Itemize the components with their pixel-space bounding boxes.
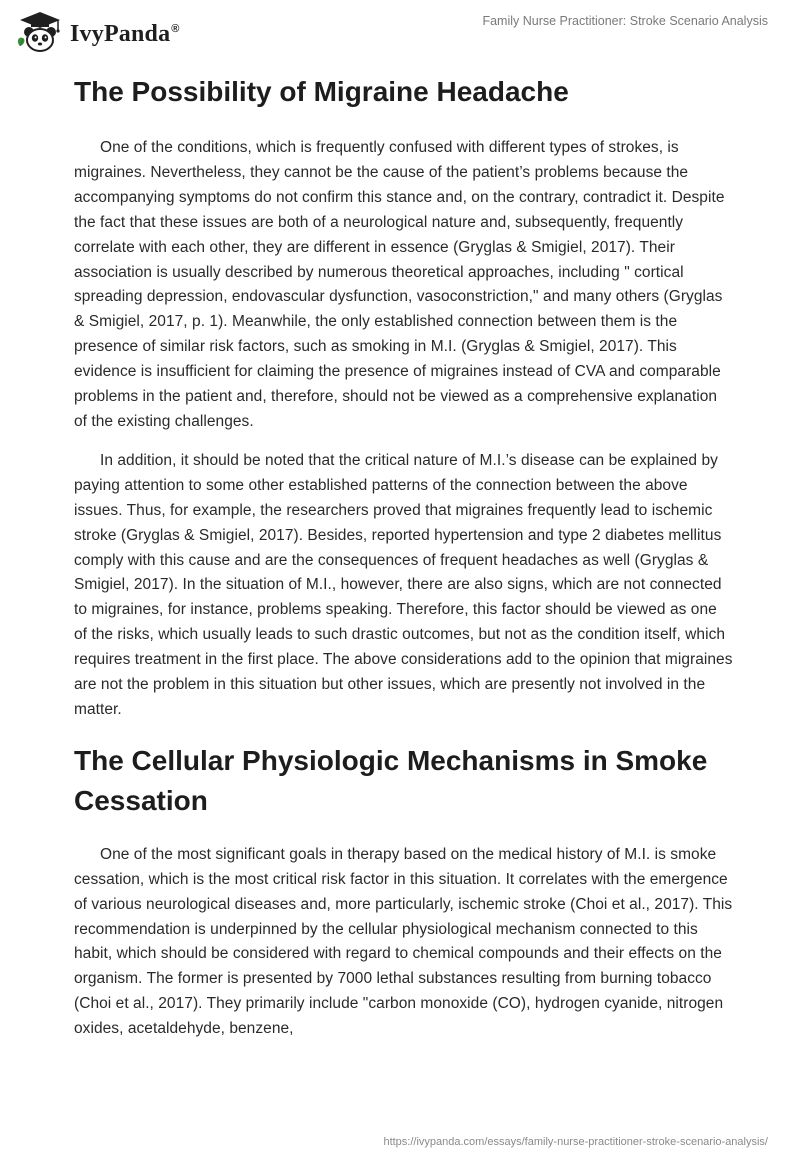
section-heading: The Possibility of Migraine Headache	[74, 76, 569, 107]
source-url[interactable]: https://ivypanda.com/essays/family-nurse-practitioner-stroke-scenario-analysis/	[383, 1136, 768, 1148]
paragraph: One of the conditions, which is frequently confused with different types of strokes, is migraines. Nevertheless, they cannot be the cause of the patient’s problems because the accompanying symptoms do not confirm this stance and, on the contrary, contradict it. Despite the fact that these issues are both of a neurological nature and, subsequently, frequently correlate with each other, they are different in essence (Gryglas & Smigiel, 2017). Their association is usually described by numerous theoretical approaches, including " cortical spreading depression, endovascular dysfunction, vasoconstriction," and many others (Gryglas & Smigiel, 2017, p. 1). Meanwhile, the only established connection between them is the presence of similar risk factors, such as smoking in M.I. (Gryglas & Smigiel, 2017). This evidence is insufficient for claiming the presence of migraines instead of CVA and comparable problems in the patient and, therefore, should not be viewed as a comprehensive explanation of the existing challenges.	[74, 139, 725, 430]
ivypanda-logo[interactable]	[14, 8, 180, 54]
page-header	[0, 0, 800, 60]
paragraph: One of the most significant goals in therapy based on the medical history of M.I. is smoke cessation, which is the most critical risk factor in this situation. It correlates with the emergence of various neurological diseases and, more particularly, ischemic stroke (Choi et al., 2017). This recommendation is underpinned by the cellular physiological mechanism connected to this habit, which should be considered with regard to chemical compounds and their effects on the organism. The former is presented by 7000 lethal substances resulting from burning tobacco (Choi et al., 2017). They primarily include "carbon monoxide (CO), hydrogen cyanide, nitrogen oxides, acetaldehyde, benzene,	[74, 845, 733, 1038]
paragraph: In addition, it should be noted that the critical nature of M.I.’s disease can be explained by paying attention to some other established patterns of the connection between the above issues. Thus, for example, the researchers proved that migraines frequently lead to ischemic stroke (Gryglas & Smigiel, 2017). Besides, reported hypertension and type 2 diabetes mellitus comply with this cause and are the consequences of frequent headaches as well (Gryglas & Smigiel, 2017). In the situation of M.I., however, there are also signs, which are not connected to migraines, for instance, problems speaking. Therefore, this factor should be viewed as one of the risks, which usually leads to such drastic outcomes, but not as the condition itself, which requires treatment in the first place. The above considerations add to the opinion that migraines are not the problem in this situation but other issues, which are presently not involved in the matter.	[74, 451, 733, 718]
essay-content	[74, 62, 734, 1056]
section-heading: The Cellular Physiologic Mechanisms in Smoke Cessation	[74, 744, 708, 816]
panda-graduate-icon	[14, 8, 66, 54]
logo-wordmark: IvyPanda®	[70, 20, 180, 47]
document-title: Family Nurse Practitioner: Stroke Scenario Analysis	[482, 14, 768, 28]
